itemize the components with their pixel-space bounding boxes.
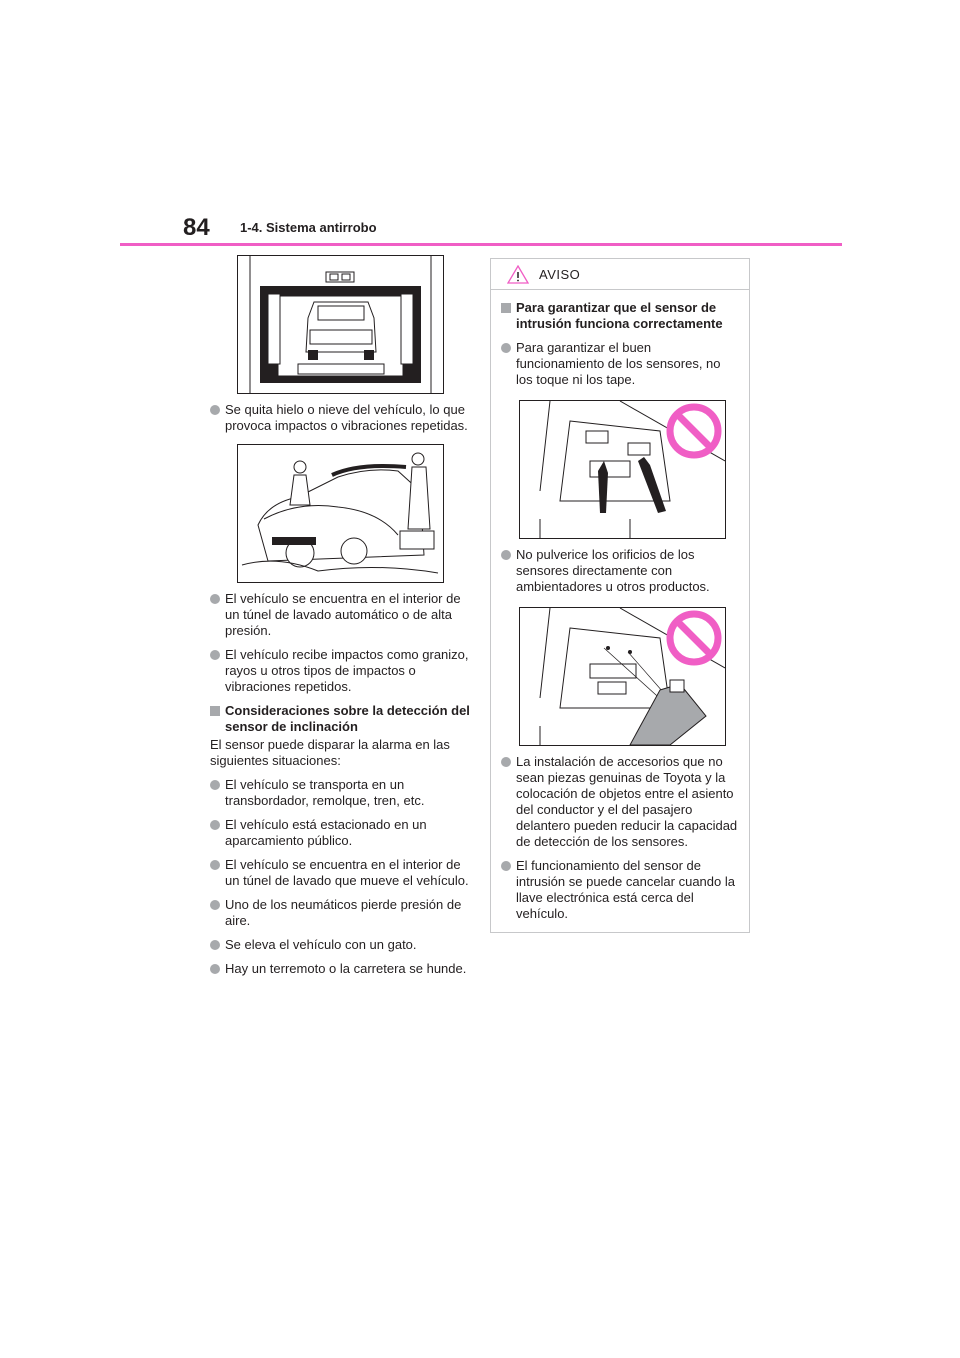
car-wash-figure <box>237 255 444 394</box>
bullet-dot-icon <box>210 964 220 974</box>
bullet-dot-icon <box>210 594 220 604</box>
section-title: 1-4. Sistema antirrobo <box>240 220 377 235</box>
left-column <box>210 255 472 977</box>
bullet-dot-icon <box>210 860 220 870</box>
bullet-tunnel-moving: El vehículo se encuentra en el interior de un túnel de lavado que mueve el vehículo. <box>210 857 472 889</box>
bullet-earthquake: Hay un terremoto o la carretera se hunde. <box>210 961 472 977</box>
bullet-transport: El vehículo se transporta en un transbordador, remolque, tren, etc. <box>210 777 472 809</box>
bullet-tire: Uno de los neumáticos pierde presión de aire. <box>210 897 472 929</box>
sensor-spray-figure <box>519 607 726 746</box>
warning-label: AVISO <box>539 267 581 282</box>
car-wash-illustration <box>238 256 443 393</box>
bullet-tunnel-high-pressure: El vehículo se encuentra en el interior de un túnel de lavado automático o de alta presión. <box>210 591 472 639</box>
snow-removal-illustration <box>238 445 443 582</box>
bullet-jack: Se eleva el vehículo con un gato. <box>210 937 472 953</box>
bullet-accessories: La instalación de accesorios que no sean piezas genuinas de Toyota y la colocación de objetos entre el asiento del conductor y el del pasajero delantero pueden reducir la capacidad de detección de los sensores. <box>501 754 739 850</box>
subhead-square-icon <box>501 303 511 313</box>
sensor-touch-figure <box>519 400 726 539</box>
sensor-spray-illustration <box>520 608 725 745</box>
para-tilt-sensor: El sensor puede disparar la alarma en las siguientes situaciones: <box>210 737 450 768</box>
sensor-touch-illustration <box>520 401 725 538</box>
bullet-dot-icon <box>210 900 220 910</box>
header-rule <box>120 243 842 246</box>
bullet-dot-icon <box>501 757 511 767</box>
bullet-dot-icon <box>210 405 220 415</box>
bullet-touch: Para garantizar el buen funcionamiento de los sensores, no los toque ni los tape. <box>501 340 739 388</box>
bullet-dot-icon <box>501 550 511 560</box>
bullet-dot-icon <box>501 861 511 871</box>
warning-header <box>491 259 749 290</box>
bullet-ice: Se quita hielo o nieve del vehículo, lo que provoca impactos o vibraciones repetidas. <box>210 402 472 434</box>
bullet-parking: El vehículo está estacionado en un aparcamiento público. <box>210 817 472 849</box>
warning-triangle-icon <box>507 265 529 284</box>
bullet-dot-icon <box>210 820 220 830</box>
subhead-tilt-sensor: Consideraciones sobre la detección del sensor de inclinación <box>210 703 472 735</box>
snow-figure <box>237 444 444 583</box>
warning-box <box>490 258 750 933</box>
warning-subhead: Para garantizar que el sensor de intrusión funciona correctamente <box>501 300 739 332</box>
bullet-key: El funcionamiento del sensor de intrusión se puede cancelar cuando la llave electrónica está cerca del vehículo. <box>501 858 739 922</box>
bullet-dot-icon <box>210 780 220 790</box>
bullet-dot-icon <box>210 940 220 950</box>
page-number: 84 <box>183 214 210 241</box>
bullet-hail: El vehículo recibe impactos como granizo, rayos u otros tipos de impactos o vibraciones repetidos. <box>210 647 472 695</box>
bullet-dot-icon <box>210 650 220 660</box>
bullet-dot-icon <box>501 343 511 353</box>
subhead-square-icon <box>210 706 220 716</box>
bullet-spray: No pulverice los orificios de los sensores directamente con ambientadores u otros productos. <box>501 547 739 595</box>
